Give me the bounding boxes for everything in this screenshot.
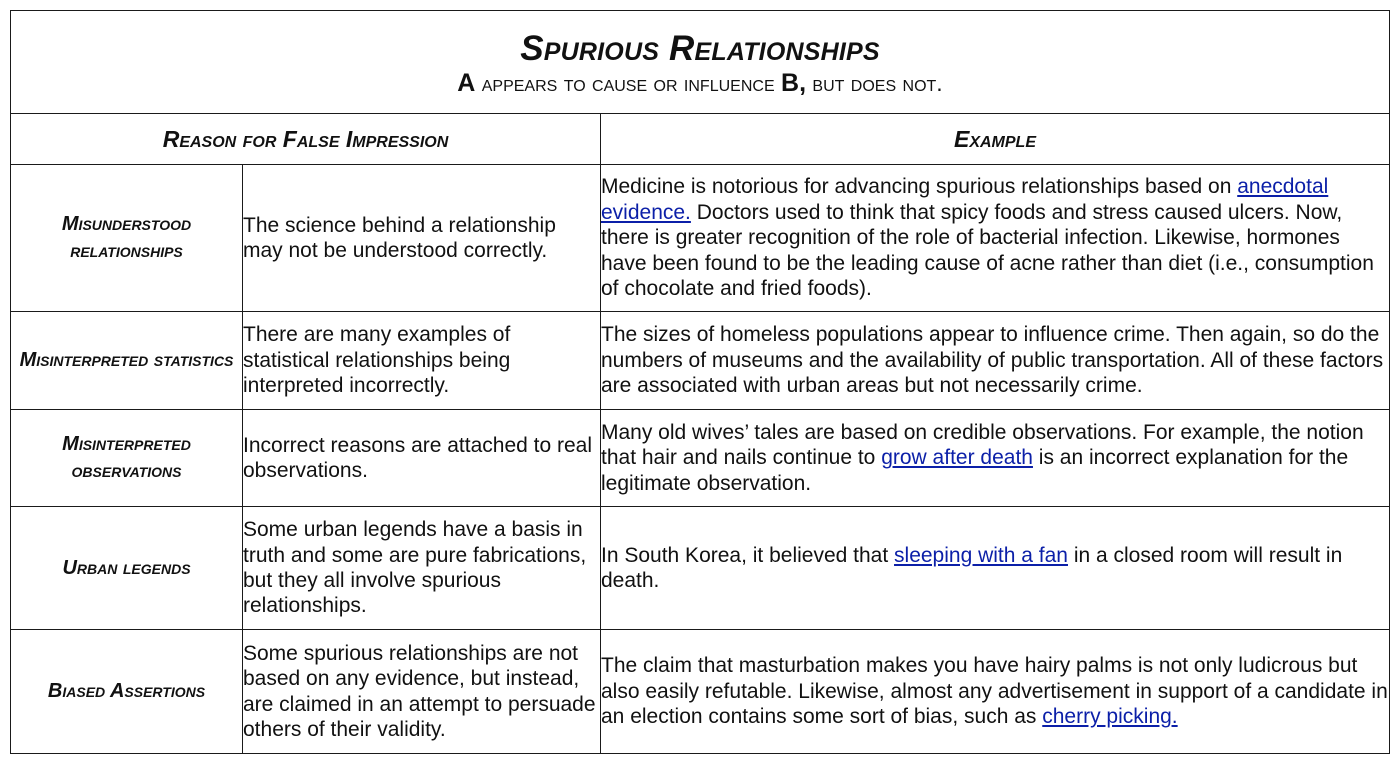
page-subtitle <box>11 68 1389 98</box>
table-row <box>11 630 1390 754</box>
table-row <box>11 312 1390 410</box>
subtitle-a: A <box>457 69 476 97</box>
grow-after-death-link[interactable]: grow after death <box>881 446 1033 470</box>
subtitle-b: B, <box>781 69 807 97</box>
example-text <box>601 630 1390 754</box>
example-text <box>601 165 1390 312</box>
example-text: The sizes of homeless populations appear to influence crime. Then again, so do the numbers of museums and the availability of public transportation. All of these factors are associated with urban areas but not necessarily crime. <box>601 312 1390 410</box>
header-example: Example <box>601 114 1390 165</box>
example-text-before: The claim that masturbation makes you have hairy palms is not only ludicrous but also easily refutable. Likewise, almost any advertisement in support of a candidate in an election contains some sort of bias, such as <box>601 654 1388 729</box>
example-text-before: Medicine is notorious for advancing spurious relationships based on <box>601 175 1238 199</box>
spurious-relationships-table <box>10 10 1390 754</box>
table-row <box>11 165 1390 312</box>
reason-label: Misinterpreted observations <box>11 410 243 507</box>
subtitle-middle: appears to cause or influence <box>475 70 782 96</box>
subtitle-end: but does not. <box>806 70 943 96</box>
page-title: Spurious Relationships <box>520 29 880 68</box>
anecdotal-evidence-link[interactable]: anecdotal evidence. <box>601 175 1329 224</box>
example-text-after: in a closed room will result in death. <box>601 543 1343 592</box>
reason-description: Incorrect reasons are attached to real observations. <box>243 410 601 507</box>
example-text <box>601 507 1390 630</box>
reason-description: There are many examples of statistical relationships being interpreted incorrectly. <box>243 312 601 410</box>
example-text-before: Many old wives’ tales are based on credible observations. For example, the notion that hair and nails continue to <box>601 420 1364 470</box>
example-text-after: Doctors used to think that spicy foods and stress caused ulcers. Now, there is greater recognition of the role of bacterial infection. Likewise, hormones have been found to be the leading cause of acne rather than diet (i.e., consumption of chocolate and fried foods). <box>601 200 1374 301</box>
reason-label: Biased Assertions <box>11 630 243 754</box>
table-row <box>11 507 1390 630</box>
reason-label: Misinterpreted statistics <box>11 312 243 410</box>
sleeping-with-a-fan-link[interactable]: sleeping with a fan <box>894 543 1068 567</box>
reason-description: The science behind a relationship may not be understood correctly. <box>243 165 601 312</box>
example-text-after: is an incorrect explanation for the legitimate observation. <box>601 446 1349 495</box>
reason-label: Urban legends <box>11 507 243 630</box>
reason-description: Some spurious relationships are not based on any evidence, but instead, are claimed in an attempt to persuade others of their validity. <box>243 630 601 754</box>
example-text-before: In South Korea, it believed that <box>601 543 895 567</box>
reason-description: Some urban legends have a basis in truth and some are pure fabrications, but they all involve spurious relationships. <box>243 507 601 630</box>
header-reason: Reason for False Impression <box>11 114 601 165</box>
example-text <box>601 410 1390 507</box>
table-row <box>11 410 1390 507</box>
title-block <box>11 11 1390 114</box>
cherry-picking-link[interactable]: cherry picking. <box>1042 705 1178 729</box>
reason-label: Misunderstood relationships <box>11 165 243 312</box>
